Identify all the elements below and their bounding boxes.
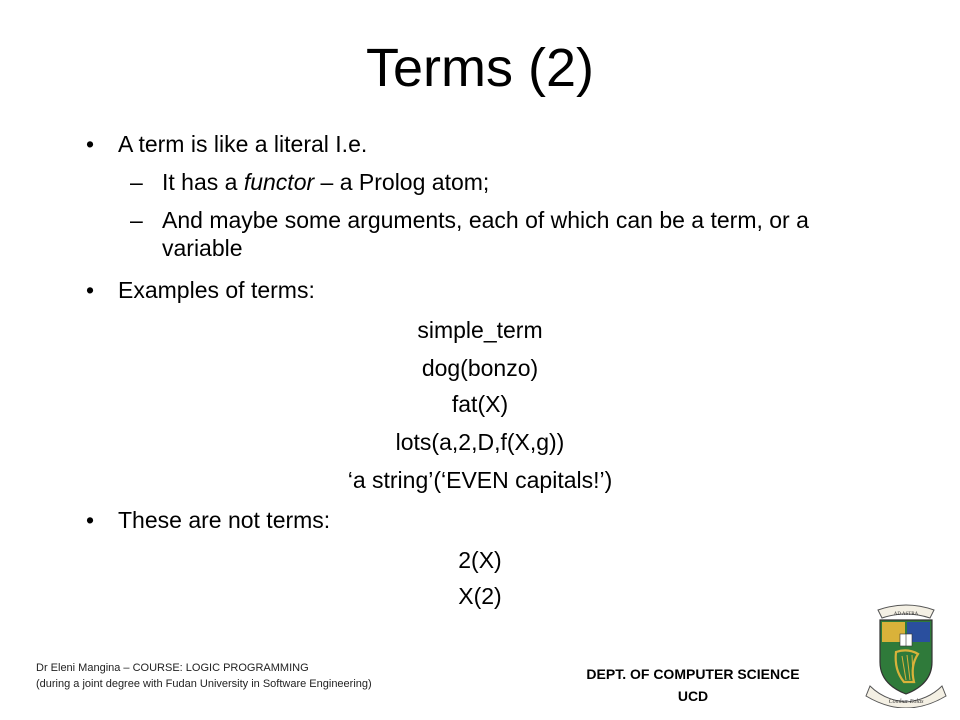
bullet-text: A term is like a literal I.e. — [118, 131, 368, 157]
term-example: simple_term — [417, 317, 543, 343]
footer-degree-line: (during a joint degree with Fudan University in Software Engineering) — [36, 678, 372, 690]
slide-title: Terms (2) — [366, 38, 594, 98]
footer-dept-line: DEPT. OF COMPUTER SCIENCE — [586, 666, 800, 682]
crest-motto-bottom: Comhar Eolas — [888, 699, 924, 705]
dash-marker: – — [130, 207, 143, 233]
subbullet-functor — [130, 168, 870, 196]
term-example: ‘a string’(‘EVEN capitals!’) — [347, 467, 613, 493]
bullet-text: These are not terms: — [118, 507, 331, 533]
bullet-marker: • — [86, 507, 95, 533]
term-example: dog(bonzo) — [421, 355, 539, 381]
bullet-marker: • — [86, 277, 95, 303]
footer-ucd-line: UCD — [677, 688, 709, 704]
dash-marker: – — [130, 169, 143, 195]
footer-author — [36, 660, 372, 692]
subbullet-text: And maybe some arguments, each of which can be a term, or a variable — [162, 207, 809, 261]
subbullet-text-after: – a Prolog atom; — [314, 169, 490, 195]
crest-motto-top: AD ASTRA — [893, 612, 919, 617]
footer-author-line: Dr Eleni Mangina – COURSE: LOGIC PROGRAMMING — [36, 662, 309, 674]
subbullet-text-before: It has a — [162, 169, 244, 195]
non-term-example: 2(X) — [458, 547, 502, 573]
functor-emphasis: functor — [243, 169, 315, 195]
non-term-example: X(2) — [458, 583, 502, 609]
term-example: fat(X) — [451, 391, 509, 417]
term-example: lots(a,2,D,f(X,g)) — [395, 429, 565, 455]
subbullet-text — [162, 168, 870, 196]
university-crest-icon — [864, 600, 948, 708]
footer-department — [538, 663, 848, 707]
bullet-text: Examples of terms: — [118, 277, 315, 303]
subbullet-arguments — [130, 206, 870, 262]
bullet-marker: • — [86, 131, 95, 157]
